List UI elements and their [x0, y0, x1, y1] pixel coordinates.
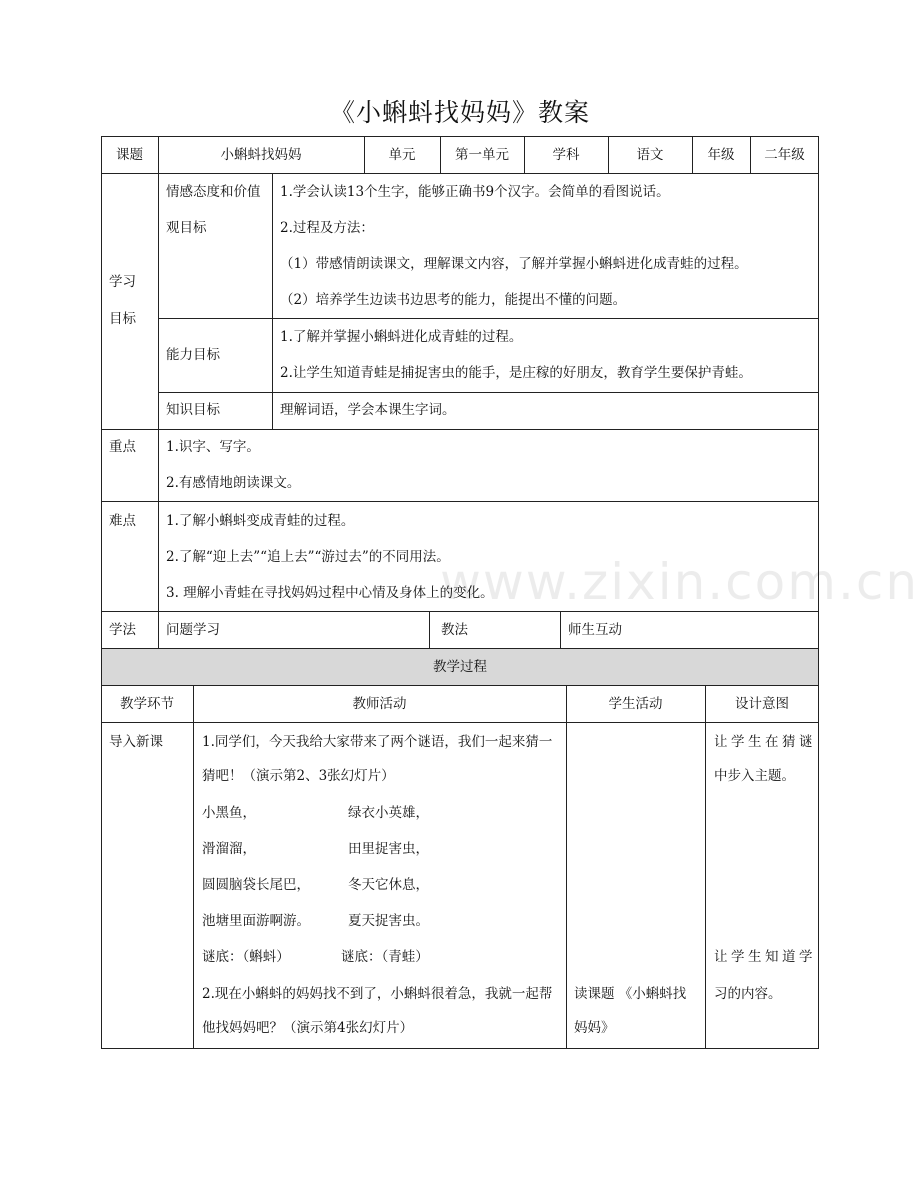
riddle-left-4: 池塘里面游啊游。 [202, 913, 310, 929]
subject-label: 学科 [552, 147, 580, 163]
riddle-left-3: 圆圆脑袋长尾巴， [202, 877, 310, 893]
riddle-right-3: 冬天它休息， [348, 877, 429, 893]
intent-b-line1: 让学生知道学 [714, 949, 816, 965]
document-title: 《小蝌蚪找妈妈》教案 [329, 98, 590, 127]
knowledge-label: 知识目标 [166, 402, 220, 418]
difficulties-label: 难点 [109, 513, 136, 529]
grade-value: 二年级 [764, 147, 805, 163]
key-point-1: 1.识字、写字。 [166, 439, 260, 455]
riddle-left-2: 滑溜溜， [202, 841, 256, 857]
process-heading: 教学过程 [433, 659, 487, 675]
study-method-label: 学法 [109, 622, 136, 638]
ability-line-1: 1.了解并掌握小蝌蚪进化成青蛙的过程。 [280, 329, 523, 345]
emotion-label-1: 情感态度和价值 [166, 184, 261, 200]
emotion-line-3: （1）带感情朗读课文，理解课文内容，了解并掌握小蝌蚪进化成青蛙的过程。 [280, 256, 748, 272]
key-point-2: 2.有感情地朗读课文。 [166, 475, 301, 491]
difficulty-1: 1.了解小蝌蚪变成青蛙的过程。 [166, 513, 355, 529]
intent-a-line1: 让学生在猜谜 [714, 734, 816, 750]
riddle-right-1: 绿衣小英雄， [348, 805, 429, 821]
riddle-answer-right: 谜底：（青蛙） [341, 949, 429, 965]
teacher-p2-line2: 他找妈妈吧？（演示第4张幻灯片） [202, 1020, 414, 1036]
difficulty-3: 3. 理解小青蛙在寻找妈妈过程中心情及身体上的变化。 [166, 585, 494, 601]
intent-b-line2: 习的内容。 [714, 986, 782, 1002]
watermark: www.zixin.com.cn [440, 553, 920, 611]
teacher-p2-line1: 2.现在小蝌蚪的妈妈找不到了，小蝌蚪很着急，我就一起帮 [202, 986, 553, 1002]
emotion-line-4: （2）培养学生边读书边思考的能力，能提出不懂的问题。 [280, 292, 627, 308]
teacher-p1-line2: 猜吧！（演示第2、3张幻灯片） [202, 768, 395, 784]
difficulty-2: 2.了解“迎上去”“追上去”“游过去”的不同用法。 [166, 549, 450, 565]
riddle-left-1: 小黑鱼， [202, 805, 256, 821]
ability-label: 能力目标 [166, 347, 220, 363]
objectives-label-2: 目标 [109, 311, 136, 327]
emotion-label-2: 观目标 [166, 220, 207, 236]
key-points-label: 重点 [109, 439, 136, 455]
topic-label: 课题 [116, 147, 143, 163]
unit-value: 第一单元 [455, 147, 509, 163]
riddle-right-4: 夏天捉害虫。 [348, 913, 429, 929]
ability-line-2: 2.让学生知道青蛙是捕捉害虫的能手，是庄稼的好朋友，教育学生要保护青蛙。 [280, 365, 752, 381]
intent-a-line2: 中步入主题。 [714, 768, 795, 784]
col-intent: 设计意图 [735, 696, 789, 712]
stage-intro: 导入新课 [109, 734, 163, 750]
unit-label: 单元 [388, 147, 416, 163]
col-teacher: 教师活动 [352, 696, 407, 712]
emotion-line-1: 1.学会认读13个生字，能够正确书9个汉字。会简单的看图说话。 [280, 184, 670, 200]
col-stage: 教学环节 [120, 696, 174, 712]
topic-value: 小蝌蚪找妈妈 [220, 147, 302, 163]
subject-value: 语文 [636, 147, 664, 163]
teach-method-value: 师生互动 [568, 622, 622, 638]
teacher-p1-line1: 1.同学们，今天我给大家带来了两个谜语，我们一起来猜一 [202, 734, 553, 750]
study-method-value: 问题学习 [166, 622, 220, 638]
knowledge-text: 理解词语，学会本课生字词。 [280, 402, 456, 418]
riddle-answer-left: 谜底：（蝌蚪） [202, 949, 290, 965]
student-line2: 妈妈》 [574, 1020, 615, 1036]
teach-method-label: 教法 [441, 622, 468, 638]
student-line1: 读课题 《小蝌蚪找 [574, 986, 687, 1002]
emotion-line-2: 2.过程及方法： [280, 220, 374, 236]
grade-label: 年级 [707, 147, 735, 163]
riddle-right-2: 田里捉害虫， [348, 841, 429, 857]
col-student: 学生活动 [608, 696, 663, 712]
objectives-label-1: 学习 [109, 274, 136, 290]
